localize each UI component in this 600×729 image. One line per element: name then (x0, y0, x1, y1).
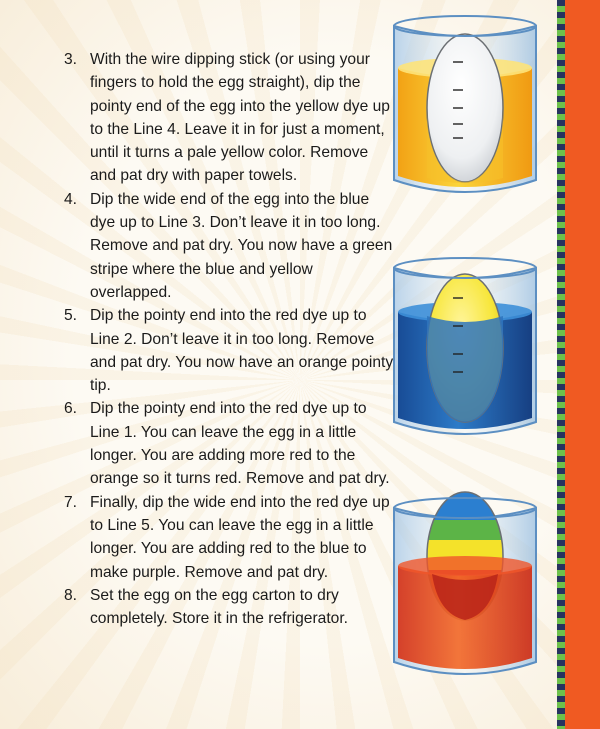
instruction-step (64, 48, 394, 188)
yellow-dye-glass-illustration (380, 8, 550, 208)
step-number: 8. (64, 586, 78, 604)
step-number: 3. (64, 51, 78, 68)
step-text: Dip the wide end of the egg into the blue dye up to Line 3. Don’t leave it in too long. Remove and pat dry. You now have a green stripe where the blue and yellow overlapped. (90, 190, 393, 301)
step-number: 4. (64, 190, 78, 208)
step-text: Dip the pointy end into the red dye up to Line 2. Don’t leave it in too long. Remove and pat dry. You now have an orange pointy tip. (90, 307, 394, 395)
step-text: Dip the pointy end into the red dye up to Line 1. You can leave the egg in a little longer. You are adding more red to the orange so it turns red. Remove and pat dry. (90, 400, 390, 488)
instruction-list (64, 48, 394, 630)
instruction-step (64, 188, 394, 304)
instruction-step (64, 584, 394, 631)
step-text: Finally, dip the wide end into the red dye up to Line 5. You can leave the egg in a little longer. You are adding red to the blue to make purple. Remove and pat dry. (90, 493, 390, 581)
instruction-step (64, 397, 394, 490)
step-number: 5. (64, 307, 78, 325)
step-number: 7. (64, 493, 78, 511)
instruction-step (64, 491, 394, 584)
step-text: Set the egg on the egg carton to dry completely. Store it in the refrigerator. (90, 586, 348, 628)
blue-dye-glass-illustration (380, 250, 550, 450)
step-number: 6. (64, 400, 78, 418)
instruction-step (64, 304, 394, 397)
orange-border-stripe (565, 0, 600, 729)
step-text: With the wire dipping stick (or using your fingers to hold the egg straight), dip the pointy end of the egg into the yellow dye up to the Line 4. Leave it in for just a moment, until it turns a pale yellow color. Remove and pat dry with paper towels. (90, 51, 390, 185)
red-dye-glass-illustration (380, 490, 550, 690)
dotted-border-stripe (557, 0, 565, 729)
